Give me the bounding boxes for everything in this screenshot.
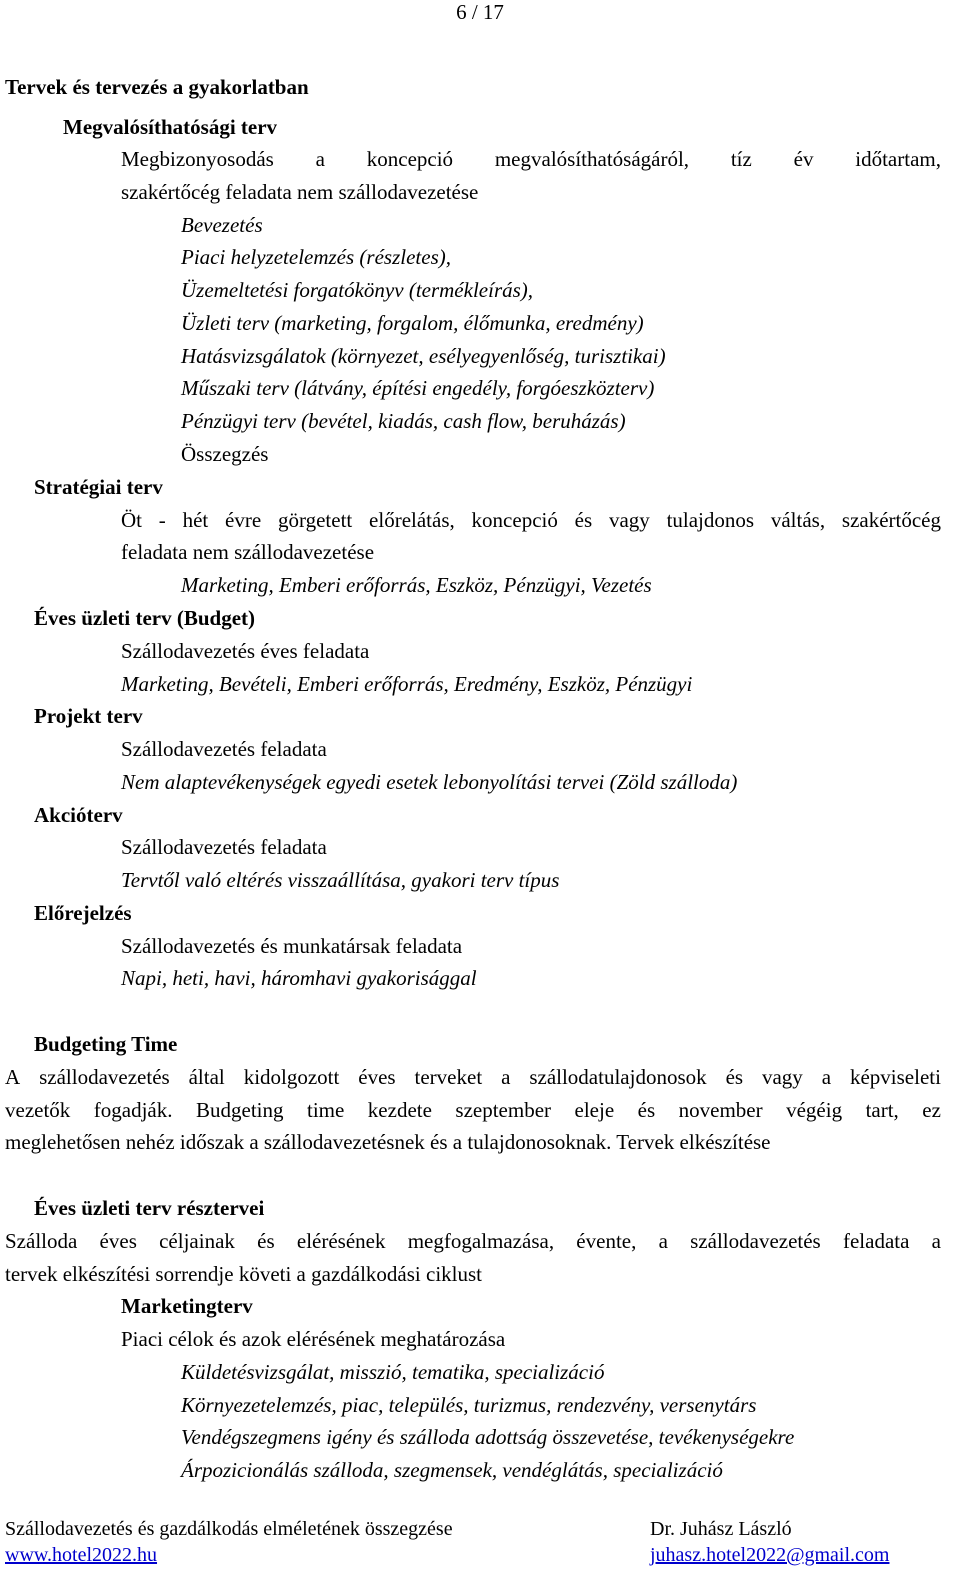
budgeting-time-heading: Budgeting Time bbox=[34, 1032, 178, 1056]
word: Megbizonyosodás bbox=[121, 147, 274, 171]
word: görgetett bbox=[277, 508, 353, 532]
action-detail: Tervtől való eltérés visszaállítása, gyakori terv típus bbox=[121, 868, 560, 892]
feasibility-item: Bevezetés bbox=[181, 213, 263, 237]
word: A bbox=[5, 1065, 21, 1089]
budget-areas: Marketing, Bevételi, Emberi erőforrás, Eredmény, Eszköz, Pénzügyi bbox=[121, 672, 693, 696]
word: időtartam, bbox=[855, 147, 941, 171]
word: megvalósíthatóságáról, bbox=[494, 147, 690, 171]
word: vagy bbox=[761, 1065, 803, 1089]
word: a bbox=[931, 1229, 941, 1253]
word: november bbox=[678, 1098, 763, 1122]
forecast-line: Szállodavezetés és munkatársak feladata bbox=[121, 934, 463, 958]
word: év bbox=[793, 147, 814, 171]
word: kezdete bbox=[367, 1098, 432, 1122]
word: a bbox=[501, 1065, 511, 1089]
strategic-heading: Stratégiai terv bbox=[34, 475, 163, 499]
project-detail: Nem alaptevékenységek egyedi esetek lebonyolítási tervei (Zöld szálloda) bbox=[121, 770, 738, 794]
strategic-line-2: feladata nem szállodavezetése bbox=[121, 540, 375, 564]
feasibility-item: Pénzügyi terv (bevétel, kiadás, cash flow, beruházás) bbox=[181, 409, 626, 433]
footer-website-link[interactable]: www.hotel2022.hu bbox=[5, 1544, 158, 1566]
feasibility-item: Üzleti terv (marketing, forgalom, élőmunka, eredmény) bbox=[181, 311, 644, 335]
project-line: Szállodavezetés feladata bbox=[121, 737, 327, 761]
forecast-heading: Előrejelzés bbox=[34, 901, 132, 925]
feasibility-item: Üzemeltetési forgatókönyv (termékleírás), bbox=[181, 278, 534, 302]
marketing-item: Árpozicionálás szálloda, szegmensek, vendéglátás, specializáció bbox=[181, 1458, 723, 1482]
strategic-areas: Marketing, Emberi erőforrás, Eszköz, Pénzügyi, Vezetés bbox=[181, 573, 652, 597]
word: feladata bbox=[842, 1229, 910, 1253]
budget-heading: Éves üzleti terv (Budget) bbox=[34, 606, 256, 630]
word: fogadják. bbox=[93, 1098, 173, 1122]
feasibility-item: Piaci helyzetelemzés (részletes), bbox=[181, 245, 451, 269]
word: előrelátás, bbox=[369, 508, 455, 532]
word: és bbox=[574, 508, 593, 532]
word: hét bbox=[182, 508, 209, 532]
forecast-detail: Napi, heti, havi, háromhavi gyakorisággal bbox=[121, 966, 477, 990]
word: - bbox=[158, 508, 166, 532]
feasibility-summary: Összegzés bbox=[181, 442, 269, 466]
marketing-plan-heading: Marketingterv bbox=[121, 1294, 253, 1318]
word: tart, bbox=[865, 1098, 899, 1122]
word: váltás, bbox=[770, 508, 826, 532]
word: és bbox=[637, 1098, 656, 1122]
word: által bbox=[188, 1065, 225, 1089]
feasibility-heading: Megvalósíthatósági terv bbox=[63, 115, 278, 139]
word: Budgeting bbox=[196, 1098, 284, 1122]
budgeting-time-line bbox=[5, 1100, 941, 1121]
word: Szálloda bbox=[5, 1229, 78, 1253]
marketing-plan-line: Piaci célok és azok elérésének meghatározása bbox=[121, 1327, 506, 1351]
marketing-item: Vendégszegmens igény és szálloda adottság összevetése, tevékenységekre bbox=[181, 1425, 795, 1449]
word: vagy bbox=[608, 508, 650, 532]
marketing-item: Környezetelemzés, piac, település, turizmus, rendezvény, versenytárs bbox=[181, 1393, 757, 1417]
budgeting-time-line bbox=[5, 1067, 941, 1088]
word: évente, bbox=[576, 1229, 637, 1253]
sub-plans-line-2: tervek elkészítési sorrendje követi a gazdálkodási ciklust bbox=[5, 1262, 483, 1286]
word: éves bbox=[358, 1065, 396, 1089]
word: végéig bbox=[786, 1098, 843, 1122]
project-heading: Projekt terv bbox=[34, 704, 143, 728]
word: eleje bbox=[574, 1098, 615, 1122]
word: céljainak bbox=[159, 1229, 235, 1253]
word: a bbox=[315, 147, 325, 171]
footer-title: Szállodavezetés és gazdálkodás elméletének összegzése bbox=[5, 1518, 453, 1540]
word: és bbox=[257, 1229, 275, 1253]
word: évre bbox=[225, 508, 262, 532]
feasibility-item: Hatásvizsgálatok (környezet, esélyegyenlőség, turisztikai) bbox=[181, 344, 666, 368]
feasibility-item: Műszaki terv (látvány, építési engedély, forgóeszközterv) bbox=[181, 376, 655, 400]
word: tulajdonos bbox=[666, 508, 755, 532]
word: vezetők bbox=[5, 1098, 71, 1122]
action-heading: Akcióterv bbox=[34, 803, 123, 827]
word: képviseleti bbox=[849, 1065, 941, 1089]
word: elérésének bbox=[296, 1229, 386, 1253]
budgeting-time-line-3: meglehetősen nehéz időszak a szállodavezetésnek és a tulajdonosoknak. Tervek elkészítése bbox=[5, 1130, 771, 1154]
word: éves bbox=[99, 1229, 137, 1253]
word: a bbox=[821, 1065, 832, 1089]
word: kidolgozott bbox=[243, 1065, 340, 1089]
page-number: 6 / 17 bbox=[456, 0, 504, 24]
word: Öt bbox=[121, 508, 142, 532]
word: ez bbox=[922, 1098, 941, 1122]
action-line: Szállodavezetés feladata bbox=[121, 835, 327, 859]
footer-author: Dr. Juhász László bbox=[650, 1518, 792, 1540]
word: terveket bbox=[414, 1065, 483, 1089]
sub-plans-line bbox=[5, 1231, 941, 1252]
word: tíz bbox=[730, 147, 752, 171]
word: szakértőcég bbox=[841, 508, 941, 532]
word: szállodavezetés bbox=[690, 1229, 821, 1253]
strategic-line bbox=[121, 510, 941, 531]
budget-line: Szállodavezetés éves feladata bbox=[121, 639, 370, 663]
word: szeptember bbox=[455, 1098, 552, 1122]
word: koncepció bbox=[366, 147, 454, 171]
word: szállodatulajdonosok bbox=[529, 1065, 707, 1089]
footer-email-link[interactable]: juhasz.hotel2022@gmail.com bbox=[650, 1544, 890, 1566]
word: és bbox=[725, 1065, 744, 1089]
word: megfogalmazása, bbox=[407, 1229, 555, 1253]
marketing-item: Küldetésvizsgálat, misszió, tematika, specializáció bbox=[181, 1360, 605, 1384]
sub-plans-heading: Éves üzleti terv résztervei bbox=[34, 1196, 265, 1220]
word: time bbox=[306, 1098, 345, 1122]
feasibility-intro-line-2: szakértőcég feladata nem szállodavezetése bbox=[121, 180, 479, 204]
feasibility-intro-line bbox=[121, 149, 941, 170]
word: koncepció bbox=[471, 508, 558, 532]
word: a bbox=[658, 1229, 668, 1253]
word: szállodavezetés bbox=[39, 1065, 170, 1089]
page-title: Tervek és tervezés a gyakorlatban bbox=[5, 75, 309, 99]
